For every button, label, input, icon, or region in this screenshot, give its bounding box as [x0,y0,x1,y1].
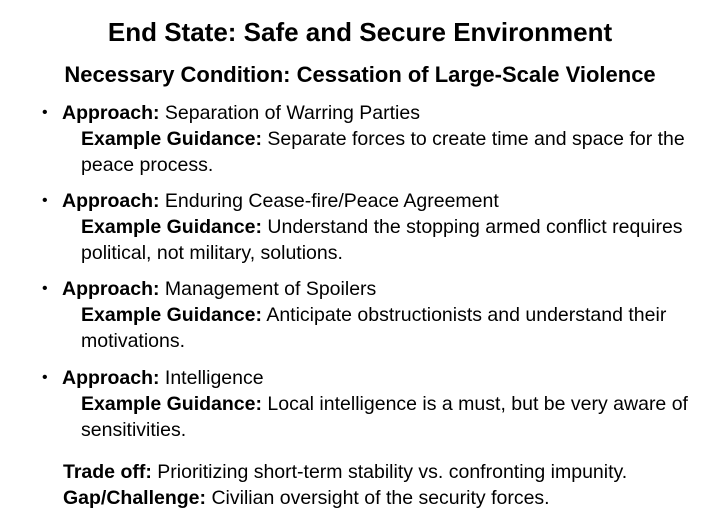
approach-text: Intelligence [159,367,264,389]
gap-challenge-text: Civilian oversight of the security forces. [206,487,550,509]
guidance-text: Anticipate obstructionists and understand their motivations. [81,304,667,352]
bullet-icon: • [42,104,48,121]
trade-off-line [63,459,713,485]
approach-label: Approach: [62,367,160,389]
guidance-text: Separate forces to create time and space for the peace process. [81,128,685,176]
approach-text: Management of Spoilers [159,278,377,300]
guidance-label: Example Guidance: [81,128,262,150]
gap-challenge-line [63,485,713,511]
trade-off-label: Trade off: [63,461,152,483]
approach-label: Approach: [62,190,160,212]
example-guidance [62,302,691,354]
approach-item [40,100,710,178]
slide-subtitle: Necessary Condition: Cessation of Large-Scale Violence [64,62,656,87]
approach-line [62,100,710,126]
approach-item [40,276,710,354]
example-guidance [62,391,691,443]
approach-label: Approach: [62,278,160,300]
approach-text: Enduring Cease-fire/Peace Agreement [159,190,499,212]
bullet-icon: • [42,280,48,297]
approach-item [40,365,710,443]
slide-title: End State: Safe and Secure Environment [107,17,613,47]
trade-off-text: Prioritizing short-term stability vs. confronting impunity. [151,461,628,483]
approach-line [62,365,710,391]
guidance-text: Understand the stopping armed conflict requires political, not military, solutions. [81,216,683,264]
approach-line [62,276,710,302]
bullet-icon: • [42,192,48,209]
approach-text: Separation of Warring Parties [159,102,420,124]
guidance-label: Example Guidance: [81,304,262,326]
approach-item [40,188,710,266]
guidance-label: Example Guidance: [81,216,262,238]
guidance-label: Example Guidance: [81,393,262,415]
bullet-icon: • [42,369,48,386]
approach-list [40,100,710,453]
guidance-text: Local intelligence is a must, but be very aware of sensitivities. [81,393,688,441]
approach-label: Approach: [62,102,160,124]
example-guidance [62,214,691,266]
example-guidance [62,126,691,178]
approach-line [62,188,710,214]
footer-notes [63,459,713,511]
gap-challenge-label: Gap/Challenge: [63,487,207,509]
